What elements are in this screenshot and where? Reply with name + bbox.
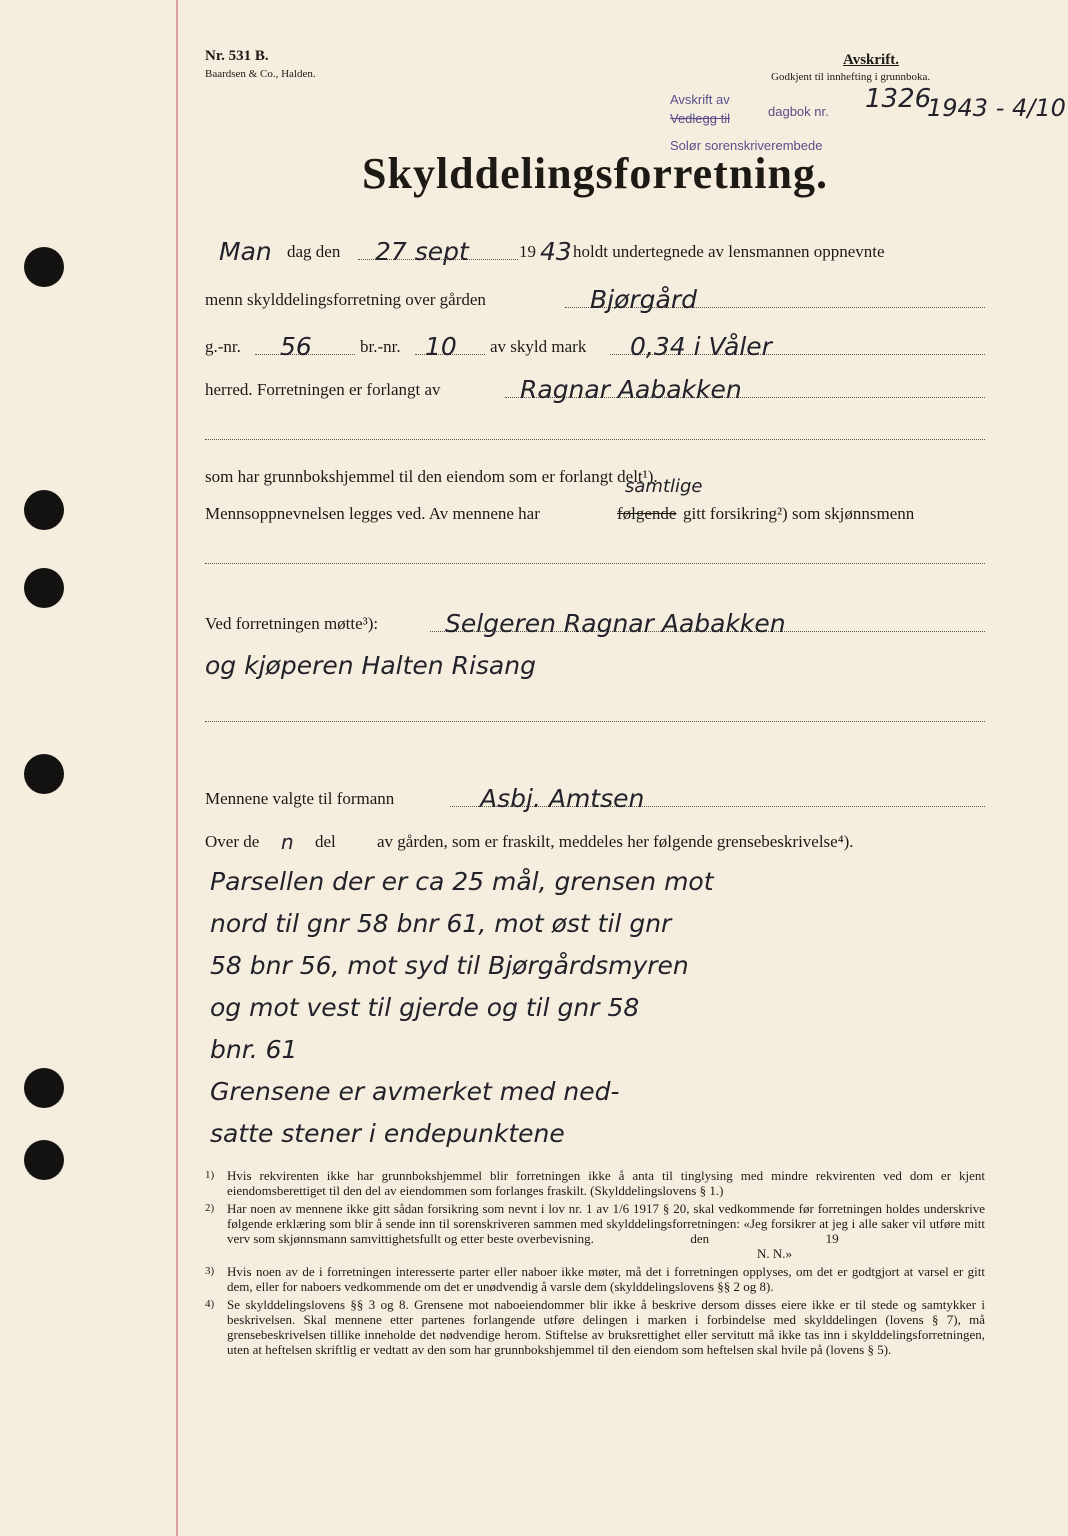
footnote-4: 4) Se skylddelingslovens §§ 3 og 8. Grensene mot naboeiendommer blir ikke å beskrive dersom disses eiere ikke er til stede og samtykker i beskrivelsen. Skal mennene etter partenes forlangende utføre delingen i marken i forbindelse med skylddelingen (lovens § 7), må grensebeskrivelsen tillike inneholde det nødvendige herom. Stiftelse av bruksrettighet eller servitutt må ikke tas inn i skylddelingsforretningen, uten at heftelsen skriftlig er vedtatt av den som har grunnbokshjemmel til den eiendom som heftelsen skal hvile på (lovens § 5).	[205, 1297, 985, 1357]
handwritten-samtlige: samtlige	[625, 476, 703, 497]
description-line-2: nord til gnr 58 bnr 61, mot øst til gnr	[210, 909, 672, 938]
label-brnr: br.-nr.	[360, 337, 401, 356]
footnote-1: 1) Hvis rekvirenten ikke har grunnbokshjemmel blir forretningen ikke å anta til tinglysing med mindre rekvirenten ved dom er kjent eiendomsberettiget til den del av eiendommen som forlanges fraskilt. (Skylddelingslovens § 1.)	[205, 1168, 985, 1198]
handwritten-gnr: 56	[280, 332, 312, 361]
label-skyld-mark: av skyld mark	[490, 337, 587, 356]
footnote-3: 3) Hvis noen av de i forretningen interesserte parter eller naboer ikke møter, må det i forretningen opplyses, om det er godtgjort at varsel er gitt dem, eller for naboers vedkommende om det er unødvendig å varsle dem (skylddelingslovens §§ 2 og 8).	[205, 1264, 985, 1294]
label-dag-den: dag den	[287, 242, 341, 261]
blank-field-line	[205, 721, 985, 722]
handwritten-attended-1: Selgeren Ragnar Aabakken	[445, 609, 786, 638]
form-row-attended	[205, 600, 985, 640]
label-holdt: holdt undertegnede av lensmannen oppnevnte	[573, 242, 885, 261]
stamp-dagbok-label: dagbok nr.	[768, 104, 829, 119]
form-row-gnr	[205, 323, 985, 363]
document-title: Skylddelingsforretning.	[362, 149, 828, 198]
punch-hole-3	[24, 568, 64, 608]
printer-name: Baardsen & Co., Halden.	[205, 68, 316, 80]
handwritten-requester: Ragnar Aabakken	[520, 375, 742, 404]
handwritten-attended-2: og kjøperen Halten Risang	[205, 651, 536, 680]
description-line-7: satte stener i endepunktene	[210, 1119, 565, 1148]
form-row-grunnbok	[205, 453, 985, 493]
label-grensebeskrivelse: av gården, som er fraskilt, meddeles her følgende grensebeskrivelse⁴).	[377, 832, 854, 851]
form-row-description-header	[205, 818, 985, 858]
form-row-attended-2	[205, 640, 985, 682]
label-19: 19	[519, 242, 536, 261]
label-gnr: g.-nr.	[205, 337, 241, 356]
stamp-line-2: Vedlegg til	[670, 111, 730, 126]
footnote-2: 2) Har noen av mennene ikke gitt sådan forsikring som nevnt i lov nr. 1 av 1/6 1917 § 20, skal vedkommende før forretningen holdes underskrive følgende erklæring som blir å sende inn til sorenskriveren sammen med skylddelingsforretningen: «Jeg forsikrer at jeg i alle saker vil utføre mitt verv som skjønnsmann samvittighetsfullt og etter beste overbevisning. den 19 N. N.»	[205, 1201, 985, 1261]
form-row-farm	[205, 276, 985, 316]
label-forlangt-av: herred. Forretningen er forlangt av	[205, 380, 441, 399]
description-line-1: Parsellen der er ca 25 mål, grensen mot	[210, 867, 714, 896]
margin-line	[176, 0, 178, 1536]
label-gitt-forsikring: gitt forsikring²) som skjønnsmenn	[683, 504, 915, 523]
punch-hole-4	[24, 754, 64, 794]
handwritten-farm-name: Bjørgård	[590, 285, 698, 314]
description-line-6: Grensene er avmerket med ned-	[210, 1077, 620, 1106]
form-row-blank-3	[205, 690, 985, 730]
label-del: del	[315, 832, 336, 851]
form-row-requester	[205, 366, 985, 406]
footnotes	[205, 1168, 985, 1360]
label-over-de: Over de	[205, 832, 260, 851]
description-line-3: 58 bnr 56, mot syd til Bjørgårdsmyren	[210, 951, 689, 980]
handwritten-date: 27 sept	[375, 237, 469, 266]
form-row-blank-1	[205, 408, 985, 448]
form-number: Nr. 531 B.	[205, 48, 269, 64]
handwritten-chairman: Asbj. Amtsen	[480, 784, 645, 813]
label-formann: Mennene valgte til formann	[205, 789, 395, 808]
label-mennsoppnevnelsen: Mennsoppnevnelsen legges ved. Av mennene har	[205, 504, 540, 523]
stamp-line-1: Avskrift av	[670, 92, 730, 107]
punch-hole-5	[24, 1068, 64, 1108]
description-line-4: og mot vest til gjerde og til gnr 58	[210, 993, 640, 1022]
blank-field-line	[205, 563, 985, 564]
approved-text: Godkjent til innhefting i grunnboka.	[771, 71, 931, 83]
label-ved-forretningen: Ved forretningen møtte³):	[205, 614, 379, 633]
footnote-2-signature: N. N.»	[757, 1246, 793, 1261]
handwritten-year: 43	[540, 237, 572, 266]
handwritten-journal-number: 1326	[865, 84, 932, 114]
label-over-garden: menn skylddelingsforretning over gården	[205, 290, 486, 309]
struck-folgende: følgende	[617, 504, 677, 523]
handwritten-day: Man	[219, 237, 272, 266]
punch-hole-2	[24, 490, 64, 530]
description-line-5: bnr. 61	[210, 1035, 298, 1064]
handwritten-journal-date: 1943 - 4/10	[927, 94, 1066, 122]
handwritten-n: n	[281, 830, 294, 854]
handwritten-skyld: 0,34 i Våler	[630, 332, 772, 361]
punch-hole-6	[24, 1140, 64, 1180]
label-grunnbokshjemmel: som har grunnbokshjemmel til den eiendom som er forlangt delt¹).	[205, 467, 658, 486]
handwritten-bnr: 10	[425, 332, 457, 361]
form-row-date	[205, 228, 985, 268]
form-row-chairman	[205, 775, 985, 815]
copy-label: Avskrift.	[843, 52, 899, 68]
form-row-blank-2	[205, 532, 985, 572]
blank-field-line	[205, 439, 985, 440]
stamp-line-3: Solør sorenskriverembede	[670, 138, 823, 153]
punch-hole-1	[24, 247, 64, 287]
